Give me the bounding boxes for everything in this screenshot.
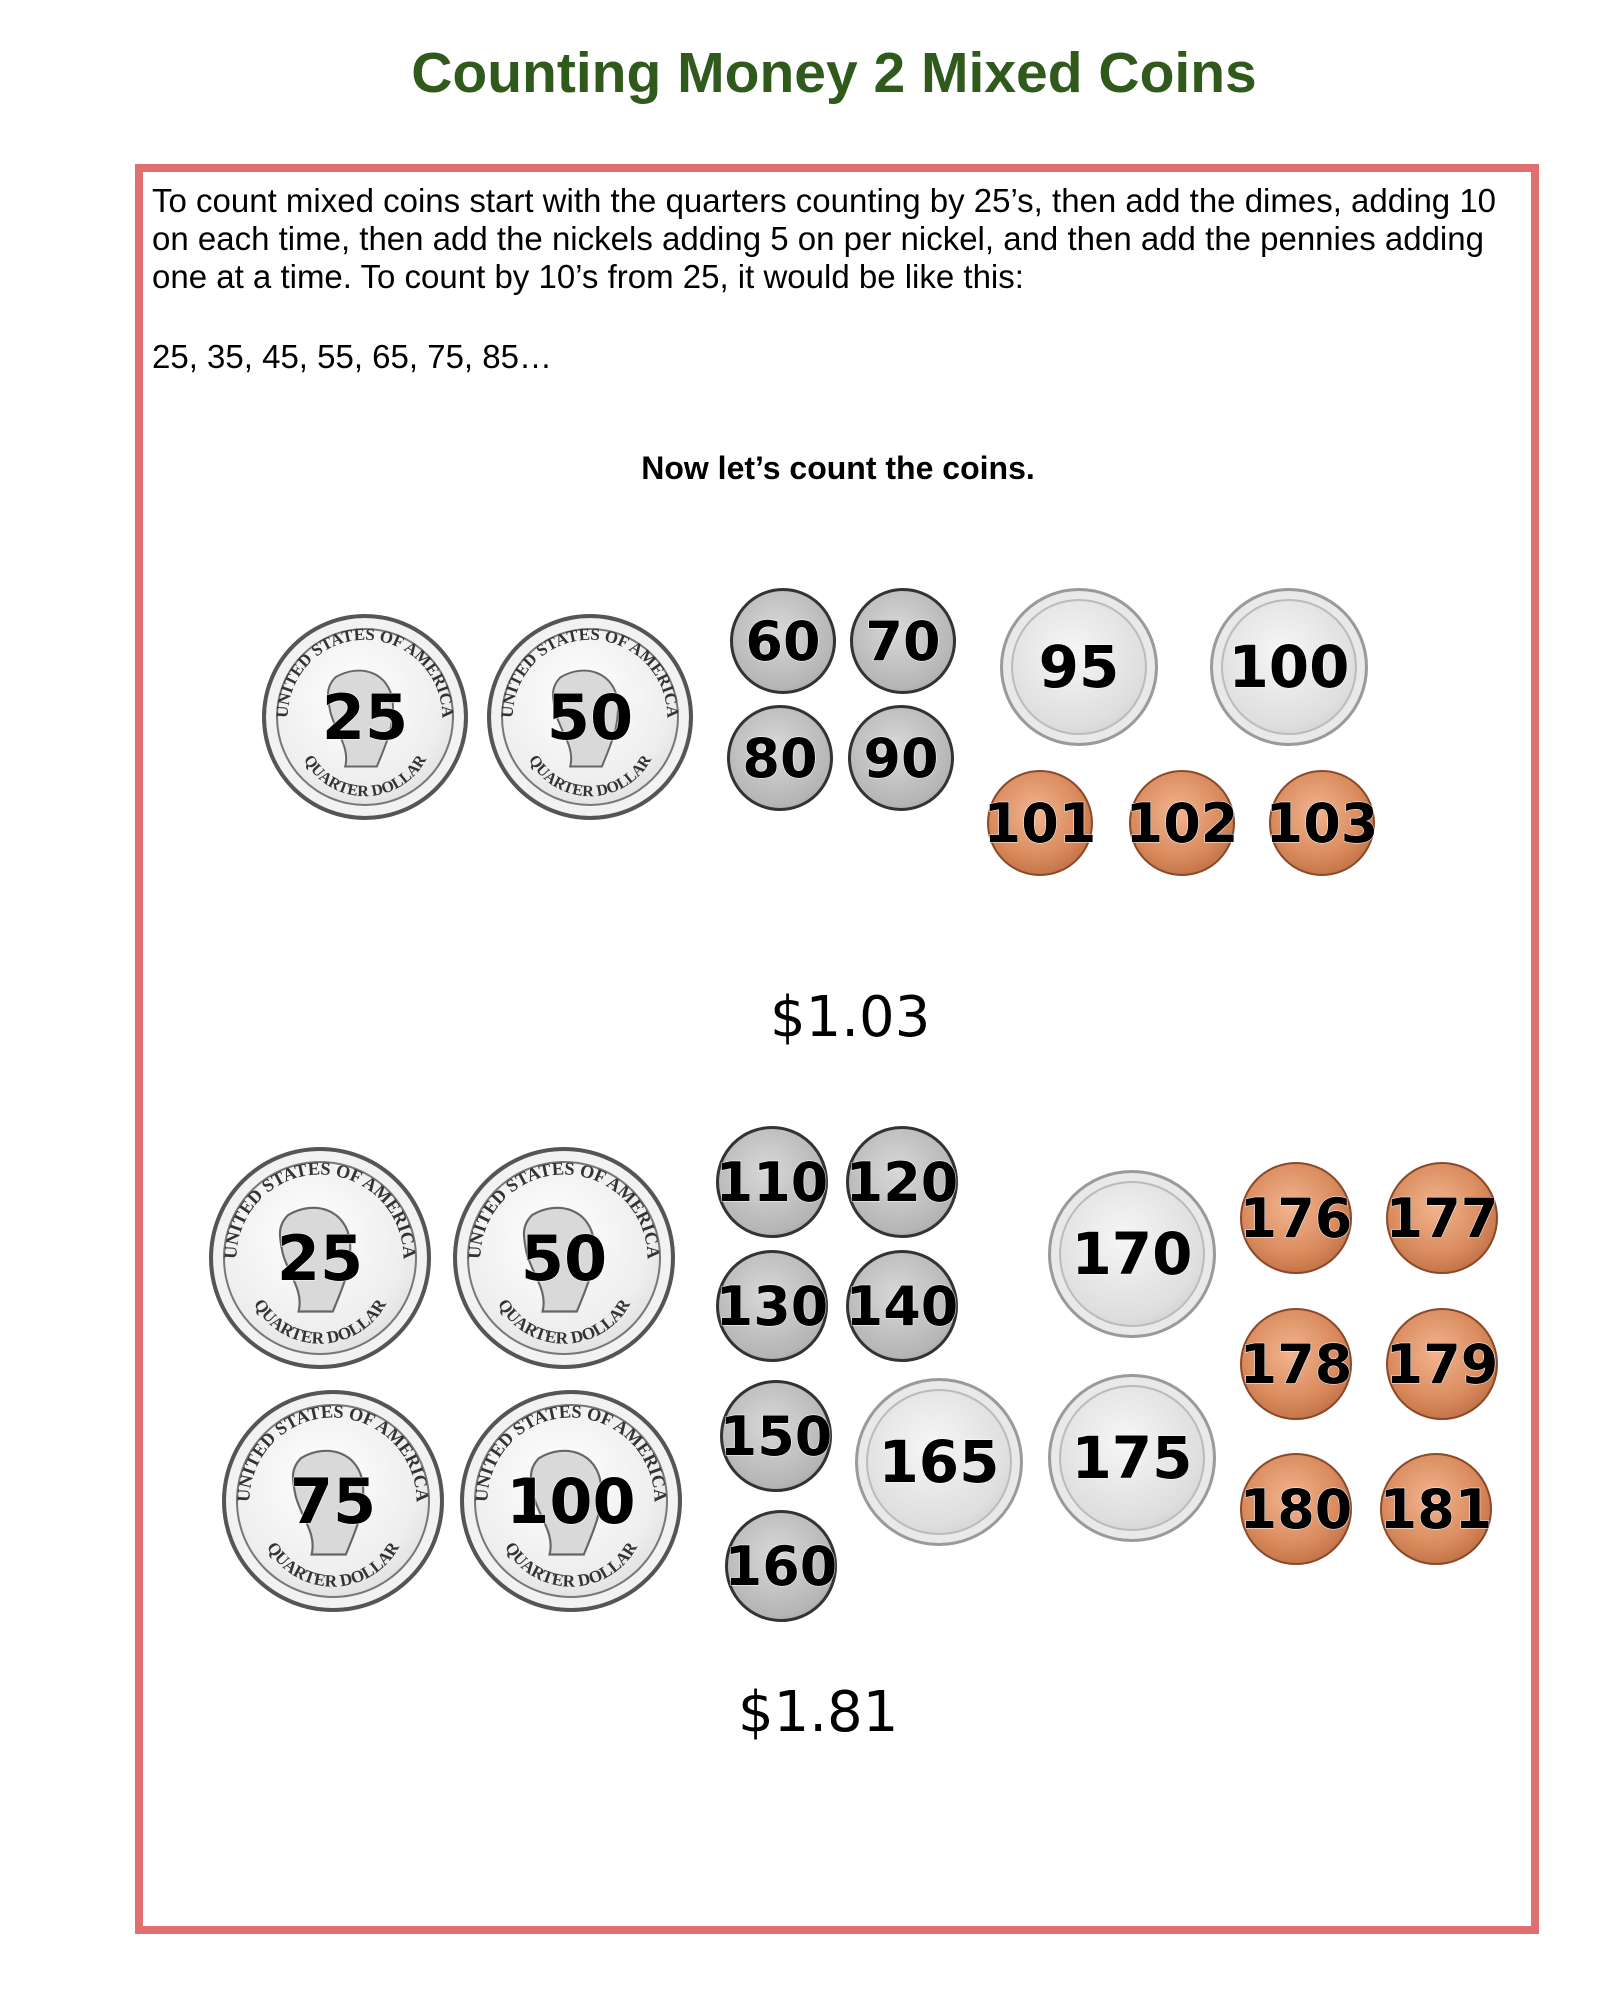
quarter-coin	[222, 1390, 444, 1612]
coin-legend-bottom: QUARTER DOLLAR	[525, 752, 655, 801]
running-total-label: 140	[845, 1274, 959, 1338]
running-total-label: 103	[1265, 791, 1379, 855]
example-2-total: $1.81	[738, 1680, 899, 1745]
dime-coin	[716, 1126, 828, 1238]
dime-coin	[725, 1510, 837, 1622]
dime-coin	[716, 1250, 828, 1362]
running-total-label: 90	[863, 726, 939, 790]
count-by-tens-sequence: 25, 35, 45, 55, 65, 75, 85…	[152, 338, 552, 375]
running-total-label: 120	[845, 1150, 959, 1214]
running-total-label: 110	[715, 1150, 829, 1214]
running-total-label: 102	[1125, 791, 1239, 855]
coin-legend-top: UNITED STATES OF AMERICA	[233, 1401, 433, 1503]
coin-legend-bottom: QUARTER DOLLAR	[494, 1295, 634, 1348]
running-total-label: 50	[546, 680, 634, 754]
nickel-coin	[1000, 588, 1158, 746]
running-total-label: 75	[289, 1464, 377, 1538]
penny-coin	[1240, 1308, 1352, 1420]
running-total-label: 80	[742, 726, 818, 790]
example-1-total: $1.03	[770, 985, 931, 1050]
running-total-label: 101	[983, 791, 1097, 855]
running-total-label: 50	[520, 1221, 608, 1295]
running-total-label: 177	[1385, 1186, 1499, 1250]
running-total-label: 100	[1228, 633, 1350, 701]
penny-coin	[1125, 770, 1239, 876]
quarter-coin	[487, 614, 693, 820]
coin-legend-bottom: QUARTER DOLLAR	[501, 1538, 641, 1591]
quarter-coin	[460, 1390, 682, 1612]
dime-coin	[727, 705, 833, 811]
running-total-label: 180	[1239, 1477, 1353, 1541]
penny-coin	[1380, 1453, 1492, 1565]
running-total-label: 95	[1038, 633, 1120, 701]
dime-coin	[846, 1126, 958, 1238]
running-total-label: 160	[724, 1534, 838, 1598]
running-total-label: 181	[1379, 1477, 1493, 1541]
running-total-label: 165	[878, 1428, 1000, 1496]
nickel-coin	[1048, 1374, 1216, 1542]
coin-legend-top: UNITED STATES OF AMERICA	[497, 624, 683, 719]
nickel-coin	[1210, 588, 1368, 746]
intro-paragraph: To count mixed coins start with the quarters counting by 25’s, then add the dimes, adding 10 on each time, then add the nickels adding 5 on per nickel, and then add the pennies adding one at a time. To count by 10’s from 25, it would be like this:	[152, 182, 1497, 295]
running-total-label: 179	[1385, 1332, 1499, 1396]
penny-coin	[1240, 1162, 1352, 1274]
penny-coin	[1386, 1308, 1498, 1420]
running-total-label: 25	[321, 680, 409, 754]
running-total-label: 100	[506, 1464, 636, 1538]
quarter-coin	[453, 1147, 675, 1369]
running-total-label: 178	[1239, 1332, 1353, 1396]
count-prompt: Now let’s count the coins.	[641, 450, 1035, 486]
coin-legend-top: UNITED STATES OF AMERICA	[220, 1158, 420, 1260]
coin-legend-bottom: QUARTER DOLLAR	[263, 1538, 403, 1591]
nickel-coin	[855, 1378, 1023, 1546]
coin-legend-bottom: QUARTER DOLLAR	[300, 752, 430, 801]
dime-coin	[850, 588, 956, 694]
coin-legend-bottom: QUARTER DOLLAR	[250, 1295, 390, 1348]
dime-coin	[846, 1250, 958, 1362]
coin-legend-top: UNITED STATES OF AMERICA	[464, 1158, 664, 1260]
page-title: Counting Money 2 Mixed Coins	[411, 41, 1257, 105]
penny-coin	[983, 770, 1097, 876]
quarter-coin	[262, 614, 468, 820]
running-total-label: 70	[865, 609, 941, 673]
dime-coin	[848, 705, 954, 811]
penny-coin	[1240, 1453, 1352, 1565]
dime-coin	[730, 588, 836, 694]
running-total-label: 150	[719, 1404, 833, 1468]
penny-coin	[1386, 1162, 1498, 1274]
running-total-label: 60	[745, 609, 821, 673]
coin-legend-top: UNITED STATES OF AMERICA	[272, 624, 458, 719]
quarter-coin	[209, 1147, 431, 1369]
penny-coin	[1265, 770, 1379, 876]
nickel-coin	[1048, 1170, 1216, 1338]
running-total-label: 176	[1239, 1186, 1353, 1250]
running-total-label: 170	[1071, 1220, 1193, 1288]
running-total-label: 25	[276, 1221, 364, 1295]
running-total-label: 130	[715, 1274, 829, 1338]
coin-legend-top: UNITED STATES OF AMERICA	[471, 1401, 671, 1503]
running-total-label: 175	[1071, 1424, 1193, 1492]
dime-coin	[720, 1380, 832, 1492]
